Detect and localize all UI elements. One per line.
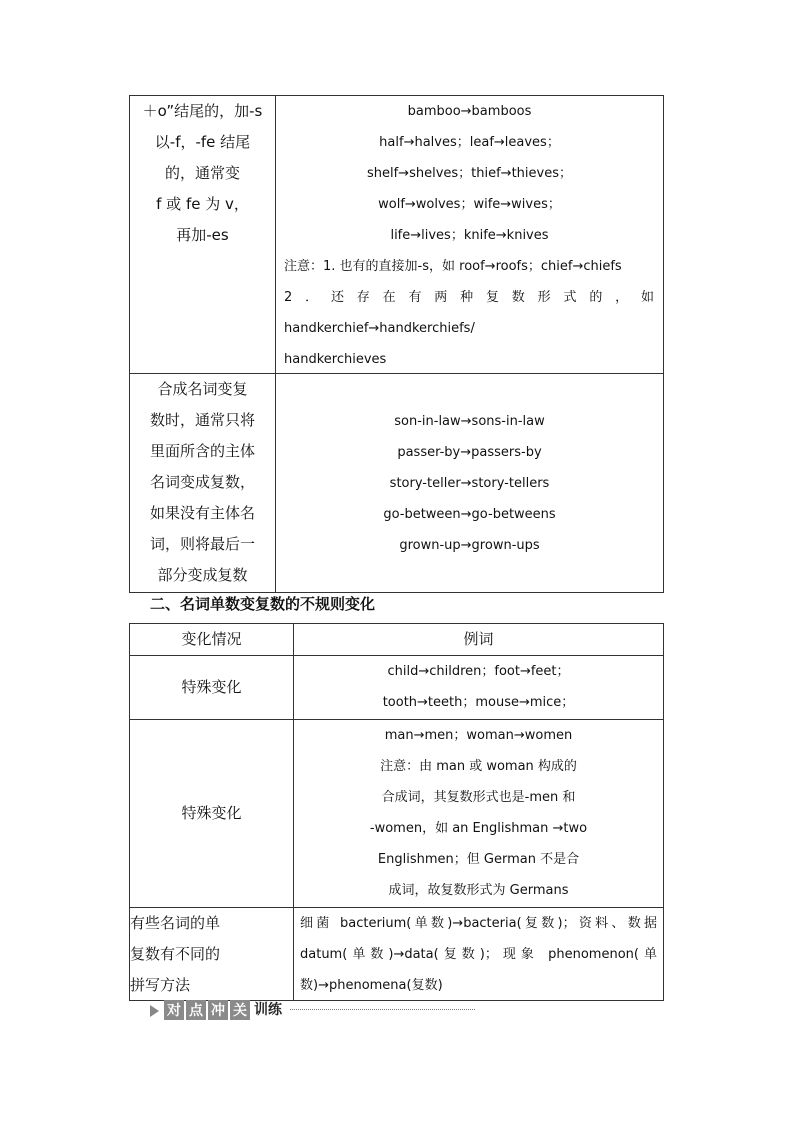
table-row — [130, 96, 663, 373]
rule-line: 再加-es — [176, 226, 229, 244]
irregular-plural-table — [129, 623, 664, 1001]
rule-line: 如果没有主体名 — [149, 504, 255, 522]
rule-cell — [130, 96, 276, 373]
rule-line: 复数有不同的 — [130, 944, 221, 963]
example-line: child→children；foot→feet； — [387, 664, 570, 679]
rule-line: 以-f，-fe 结尾 — [154, 133, 251, 151]
banner-box: 关 — [230, 1000, 250, 1020]
example-line: passer-by→passers-by — [397, 444, 542, 460]
section-heading: 二、名词单数变复数的不规则变化 — [150, 595, 376, 613]
rule-cell — [130, 908, 294, 1000]
table-row — [130, 719, 663, 907]
note-line: handkerchieves — [284, 352, 387, 367]
example-line: man→men；woman→women — [384, 728, 573, 743]
banner-label: 训练 — [254, 1002, 282, 1018]
example-line: 合成词，其复数形式也是-men 和 — [381, 790, 576, 805]
example-line: datum(单数)→data(复数)；现象 phenomenon(单 — [300, 947, 657, 962]
example-line: life→lives；knife→knives — [390, 228, 549, 243]
example-line: 注意：由 man 或 woman 构成的 — [380, 759, 577, 774]
rule-cell: 特殊变化 — [130, 656, 294, 719]
example-line: tooth→teeth；mouse→mice； — [382, 695, 575, 710]
rule-line: 词，则将最后一 — [149, 535, 255, 553]
example-line: 成词，故复数形式为 Germans — [388, 883, 569, 898]
column-header-situation: 变化情况 — [130, 624, 294, 655]
note-line: 2．还存在有两种复数形式的，如 — [284, 290, 655, 305]
rule-line: 部分变成复数 — [157, 566, 248, 584]
rule-line: 数时，通常只将 — [149, 411, 255, 429]
example-line: wolf→wolves；wife→wives； — [378, 197, 561, 212]
table-header-row — [130, 624, 663, 655]
triangle-pointer-icon — [150, 1005, 159, 1017]
example-cell — [276, 374, 663, 592]
example-line: shelf→shelves；thief→thieves； — [366, 166, 572, 181]
example-cell — [294, 908, 663, 1000]
rule-cell — [130, 374, 276, 592]
rule-line: f 或 fe 为 v， — [156, 195, 249, 213]
example-line: 细菌 bacterium(单数)→bacteria(复数)；资料、数据 — [300, 916, 657, 931]
rule-line: 合成名词变复 — [157, 380, 248, 398]
rule-line: 名词变成复数， — [149, 473, 255, 491]
table-row — [130, 655, 663, 719]
example-cell — [294, 656, 663, 719]
plural-rules-table — [129, 95, 664, 593]
example-line: grown-up→grown-ups — [399, 537, 540, 553]
example-line: Englishmen；但 German 不是合 — [377, 852, 580, 867]
example-line: bamboo→bamboos — [407, 104, 532, 119]
example-cell — [276, 96, 663, 373]
table-row — [130, 373, 663, 592]
example-line: 数)→phenomena(复数) — [300, 978, 443, 993]
dotted-rule — [290, 1009, 475, 1010]
rule-line: 有些名词的单 — [130, 913, 221, 932]
training-banner — [150, 1000, 475, 1022]
example-line: son-in-law→sons-in-law — [394, 413, 545, 429]
rule-cell: 特殊变化 — [130, 720, 294, 907]
rule-line: ＋o”结尾的，加-s — [142, 102, 263, 120]
example-cell — [294, 720, 663, 907]
rule-line: 里面所含的主体 — [149, 442, 255, 460]
note-line: handkerchief→handkerchiefs/ — [284, 321, 475, 336]
example-line: -women，如 an Englishman →two — [369, 821, 588, 836]
rule-line: 拼写方法 — [130, 975, 191, 994]
note-line: 注意：1. 也有的直接加-s，如 roof→roofs；chief→chiefs — [284, 259, 622, 274]
banner-box: 点 — [186, 1000, 206, 1020]
column-header-examples: 例词 — [463, 630, 494, 648]
banner-box: 对 — [164, 1000, 184, 1020]
rule-line: 的，通常变 — [164, 164, 240, 182]
example-line: half→halves；leaf→leaves； — [379, 135, 560, 150]
example-line: go-between→go-betweens — [383, 506, 556, 522]
banner-box: 冲 — [208, 1000, 228, 1020]
banner-boxes — [164, 1000, 250, 1020]
table-row — [130, 907, 663, 1000]
example-line: story-teller→story-tellers — [389, 475, 550, 491]
